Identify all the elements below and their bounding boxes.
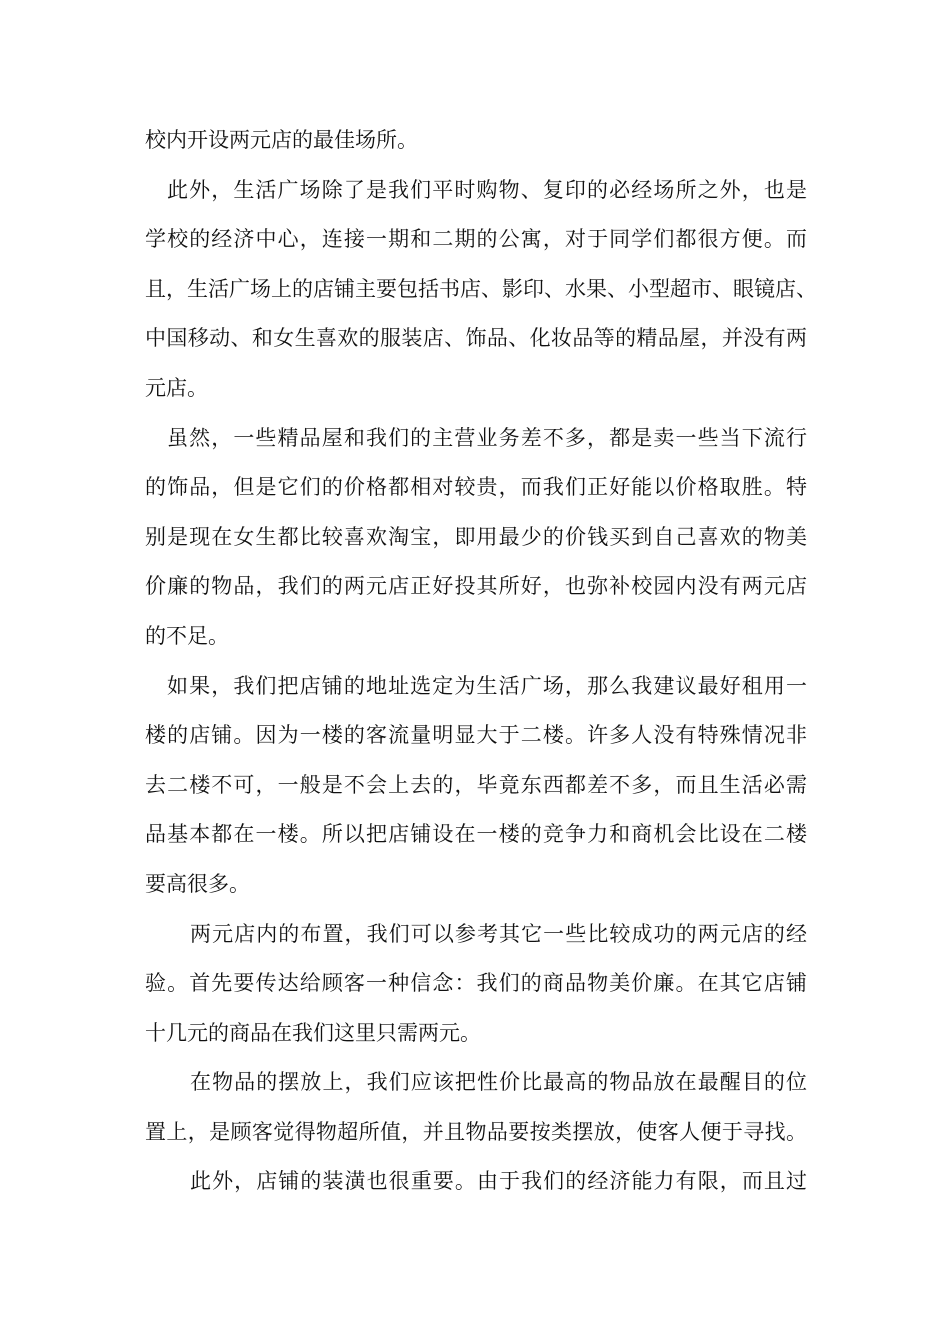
text-line: 要高很多。 bbox=[145, 871, 250, 896]
text-line: 此外，店铺的装潢也很重要。由于我们的经济能力有限，而且过 bbox=[190, 1169, 807, 1194]
text-line: 价廉的物品，我们的两元店正好投其所好，也弥补校园内没有两元店 bbox=[145, 574, 807, 599]
text-line: 楼的店铺。因为一楼的客流量明显大于二楼。许多人没有特殊情况非 bbox=[145, 723, 807, 748]
text-line: 两元店内的布置，我们可以参考其它一些比较成功的两元店的经 bbox=[190, 921, 807, 946]
document-page bbox=[145, 124, 817, 1215]
text-line: 校内开设两元店的最佳场所。 bbox=[145, 128, 418, 152]
text-line: 中国移动、和女生喜欢的服装店、饰品、化妆品等的精品屋，并没有两 bbox=[145, 326, 807, 351]
text-line: 此外，生活广场除了是我们平时购物、复印的必经场所之外，也是 bbox=[167, 177, 807, 202]
text-line: 的不足。 bbox=[145, 623, 229, 648]
text-line: 元店。 bbox=[145, 375, 208, 400]
text-line: 验。首先要传达给顾客一种信念：我们的商品物美价廉。在其它店铺 bbox=[145, 971, 807, 996]
text-line: 学校的经济中心，连接一期和二期的公寓，对于同学们都很方便。而 bbox=[145, 227, 807, 252]
text-line: 别是现在女生都比较喜欢淘宝，即用最少的价钱买到自己喜欢的物美 bbox=[145, 524, 807, 549]
text-line: 品基本都在一楼。所以把店铺设在一楼的竞争力和商机会比设在二楼 bbox=[145, 822, 807, 847]
text-line: 去二楼不可，一般是不会上去的，毕竟东西都差不多，而且生活必需 bbox=[145, 772, 807, 797]
text-line: 的饰品，但是它们的价格都相对较贵，而我们正好能以价格取胜。特 bbox=[145, 475, 807, 500]
text-line: 十几元的商品在我们这里只需两元。 bbox=[145, 1020, 481, 1045]
text-line: 置上，是顾客觉得物超所值，并且物品要按类摆放，使客人便于寻找。 bbox=[145, 1119, 807, 1144]
text-line: 如果，我们把店铺的地址选定为生活广场，那么我建议最好租用一 bbox=[167, 673, 807, 698]
text-line: 且，生活广场上的店铺主要包括书店、影印、水果、小型超市、眼镜店、 bbox=[145, 276, 817, 301]
text-line: 在物品的摆放上，我们应该把性价比最高的物品放在最醒目的位 bbox=[190, 1070, 807, 1095]
text-line: 虽然，一些精品屋和我们的主营业务差不多，都是卖一些当下流行 bbox=[167, 425, 807, 450]
